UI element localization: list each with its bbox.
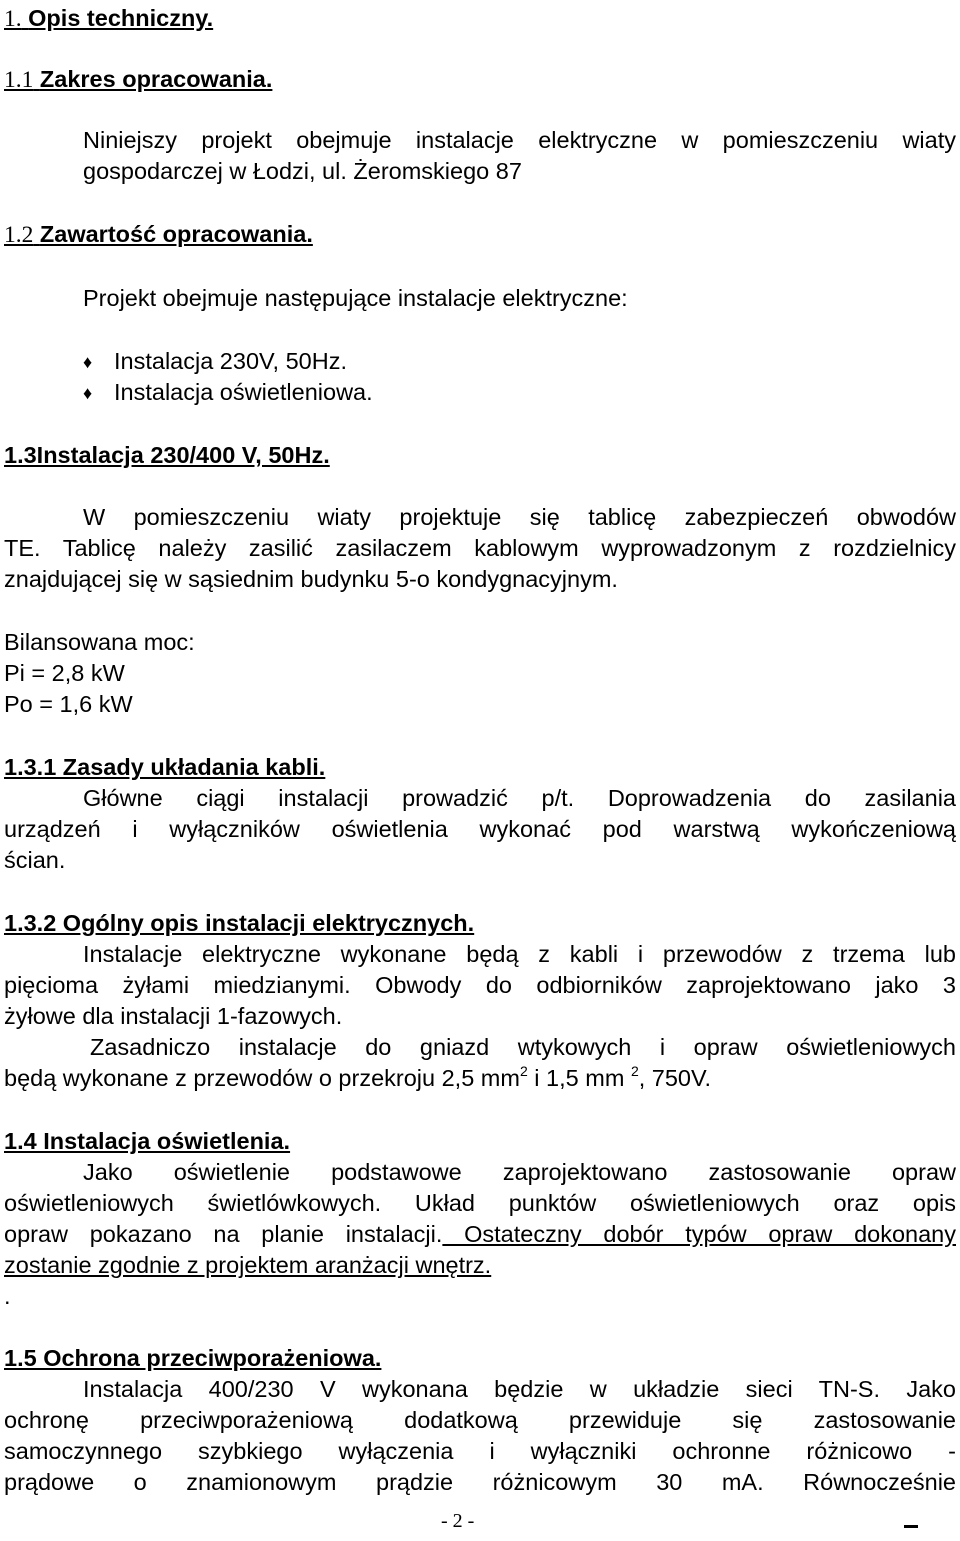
board-paragraph-line-2: TE. Tablicę należy zasilić zasilaczem kablowym wyprowadzonym z rozdzielnicy [4, 535, 956, 561]
heading-1-2-number: 1.2 [4, 222, 34, 248]
cables-paragraph-line-2: urządzeń i wyłączników oświetlenia wykonać pod warstwą wykończeniową [4, 816, 956, 842]
general-paragraph-line-3: żyłowe dla instalacji 1-fazowych. [4, 1003, 343, 1029]
power-pi: Pi = 2,8 kW [4, 660, 125, 686]
light-paragraph-line-2: oświetleniowych świetlówkowych. Układ punktów oświetleniowych oraz opis [4, 1190, 956, 1216]
light-paragraph-line-3: opraw pokazano na planie instalacji. Ostateczny dobór typów opraw dokonany [4, 1221, 956, 1247]
power-po: Po = 1,6 kW [4, 691, 133, 717]
heading-1-2-text: Zawartość opracowania. [39, 221, 313, 247]
scope-paragraph-line-2: gospodarczej w Łodzi, ul. Żeromskiego 87 [83, 158, 522, 184]
general-paragraph-line-5: będą wykonane z przewodów o przekroju 2,5 $mm^2$ i 1,5 mm $^2$, 750V. [4, 1063, 712, 1091]
heading-1-5: 1.5 Ochrona przeciwporażeniowa. [4, 1345, 382, 1371]
bullet-item-1: Instalacja 230V, 50Hz. [114, 348, 347, 374]
cables-paragraph-line-1: Główne ciągi instalacji prowadzić p/t. Doprowadzenia do zasilania [83, 785, 956, 811]
heading-1-number: 1. [4, 6, 22, 32]
heading-1-3: 1.3Instalacja 230/400 V, 50Hz. [4, 442, 330, 468]
protect-paragraph-line-1: Instalacja 400/230 V wykonana będzie w układzie sieci TN-S. Jako [83, 1376, 956, 1402]
page-number: - 2 - [441, 1510, 475, 1532]
protect-paragraph-line-3: samoczynnego szybkiego wyłączenia i wyłączniki ochronne różnicowo - [4, 1438, 956, 1464]
protect-paragraph-line-2: ochronę przeciwporażeniową dodatkową przewiduje się zastosowanie [4, 1407, 956, 1433]
light-paragraph-line-1: Jako oświetlenie podstawowe zaprojektowano zastosowanie opraw [83, 1159, 956, 1185]
heading-1-3-1: 1.3.1 Zasady układania kabli. [4, 754, 326, 780]
power-label: Bilansowana moc: [4, 629, 195, 655]
scope-paragraph-line-1: Niniejszy projekt obejmuje instalacje elektryczne w pomieszczeniu wiaty [83, 127, 956, 153]
heading-1-3-2: 1.3.2 Ogólny opis instalacji elektrycznych. [4, 910, 475, 936]
bullet-icon: ♦ [83, 383, 93, 403]
general-paragraph-line-4: Zasadniczo instalacje do gniazd wtykowych i opraw oświetleniowych [90, 1034, 956, 1060]
board-paragraph-line-1: W pomieszczeniu wiaty projektuje się tablicę zabezpieczeń obwodów [83, 504, 956, 530]
light-final-choice-note: Ostateczny dobór typów opraw dokonany [442, 1221, 956, 1247]
heading-1-1-number: 1.1 [4, 67, 34, 93]
bullet-icon: ♦ [83, 352, 93, 372]
heading-1-1-text: Zakres opracowania. [39, 66, 273, 92]
heading-1-4: 1.4 Instalacja oświetlenia. [4, 1128, 291, 1154]
cables-paragraph-line-3: ścian. [4, 847, 66, 873]
heading-1-text: Opis techniczny. [28, 5, 214, 31]
corner-dash [904, 1525, 918, 1528]
light-paragraph-line-4: zostanie zgodnie z projektem aranżacji wnętrz. [4, 1252, 492, 1278]
heading-1 [4, 3, 213, 35]
board-paragraph-line-3: znajdującej się w sąsiednim budynku 5-o kondygnacyjnym. [4, 566, 618, 592]
stray-dot: . [4, 1283, 11, 1309]
heading-1-1 [4, 64, 272, 96]
bullet-item-2: Instalacja oświetleniowa. [114, 379, 373, 405]
general-paragraph-line-2: pięcioma żyłami miedzianymi. Obwody do odbiorników zaprojektowano jako 3 [4, 972, 956, 998]
heading-1-2 [4, 219, 313, 251]
contents-paragraph: Projekt obejmuje następujące instalacje elektryczne: [83, 285, 628, 311]
protect-paragraph-line-4: prądowe o znamionowym prądzie różnicowym 30 mA. Równocześnie [4, 1469, 956, 1495]
general-paragraph-line-1: Instalacje elektryczne wykonane będą z kabli i przewodów z trzema lub [83, 941, 956, 967]
